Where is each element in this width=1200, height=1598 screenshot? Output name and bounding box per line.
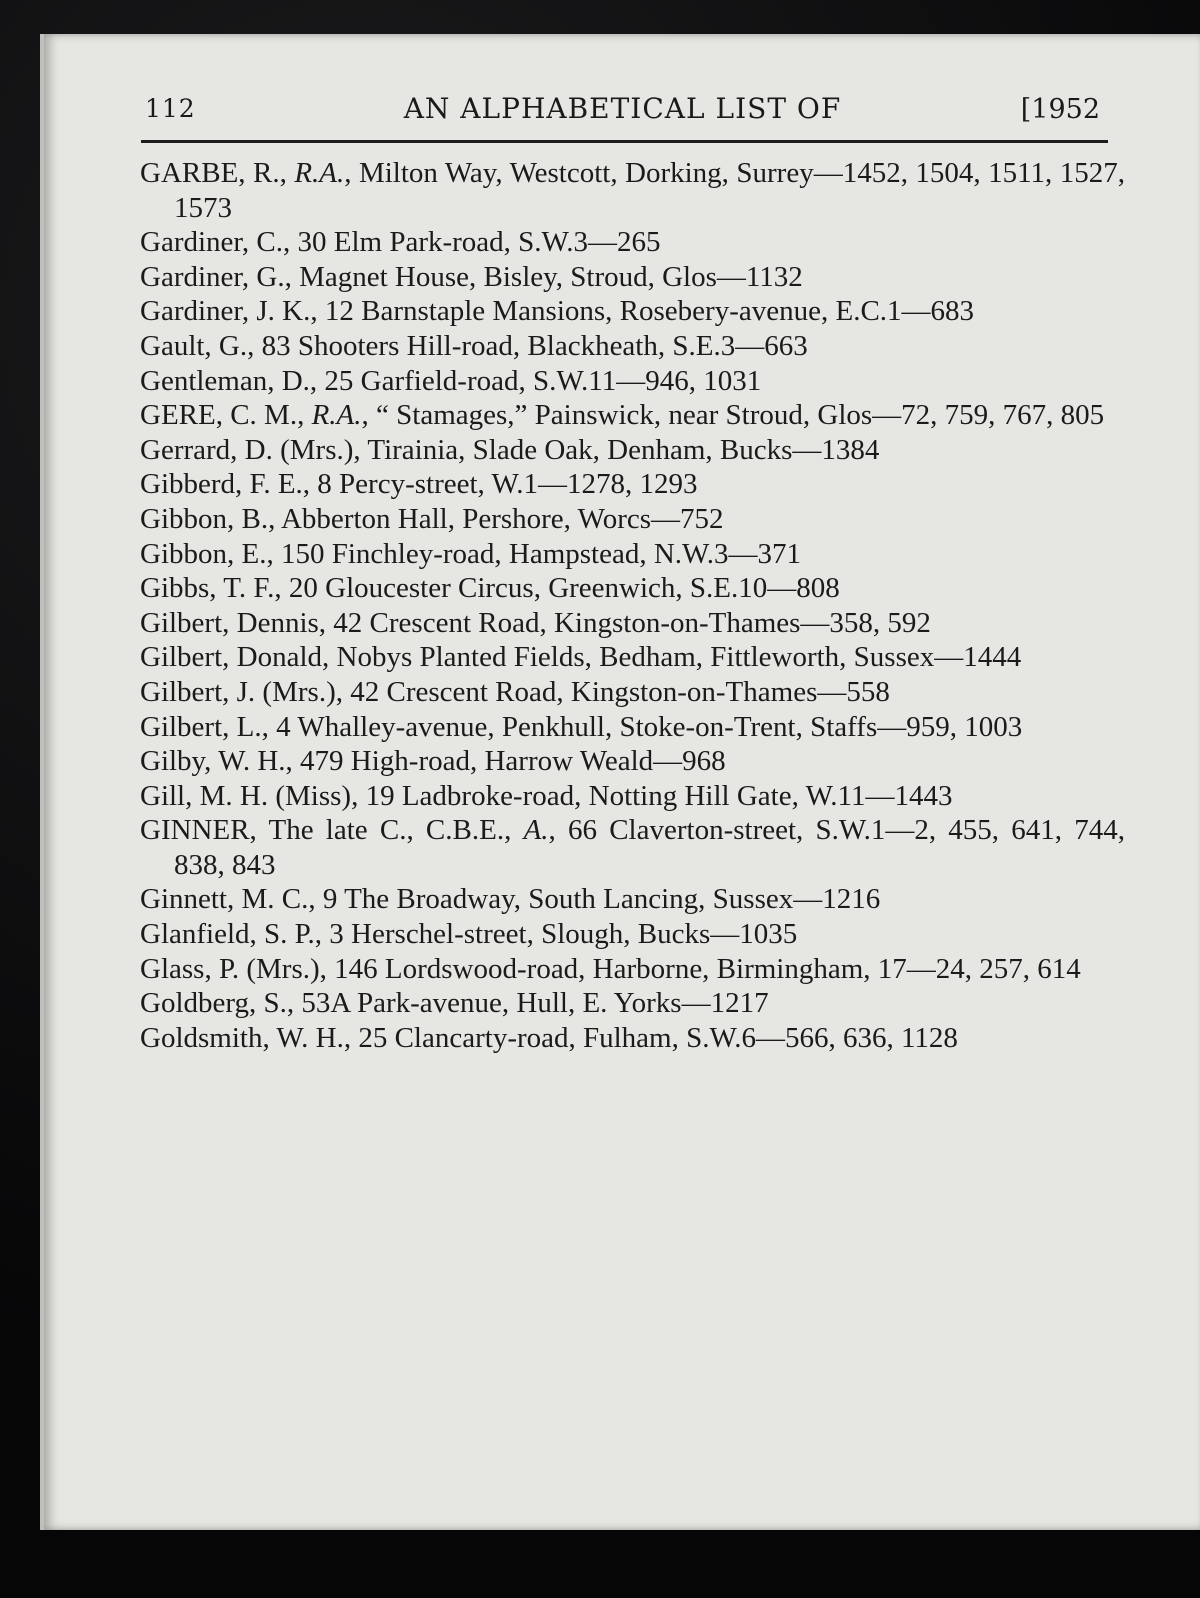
list-item	[140, 710, 1125, 745]
list-item	[140, 640, 1125, 675]
entry-text: Gilby, W. H., 479 High-road, Harrow Weald—968	[140, 745, 726, 778]
entry-text: Gilbert, Donald, Nobys Planted Fields, Bedham, Fittleworth, Sussex—1444	[140, 641, 1022, 674]
entry-text: Gibbon, B., Abberton Hall, Pershore, Worcs—752	[140, 502, 724, 535]
list-item	[140, 571, 1125, 606]
entry-text: Gilbert, J. (Mrs.), 42 Crescent Road, Kingston-on-Thames—558	[140, 675, 890, 708]
list-item	[140, 329, 1125, 364]
entry-text: Gibberd, F. E., 8 Percy-street, W.1—1278, 1293	[140, 468, 698, 501]
entry-text: Gilbert, Dennis, 42 Crescent Road, Kingston-on-Thames—358, 592	[140, 606, 931, 639]
entry-qualifier: R.A.	[311, 399, 362, 432]
list-item	[140, 467, 1125, 502]
list-item	[140, 986, 1125, 1021]
list-item	[140, 917, 1125, 952]
entry-text: Glass, P. (Mrs.), 146 Lordswood-road, Harborne, Birmingham, 17—24, 257, 614	[140, 952, 1081, 985]
entry-text: Gilbert, L., 4 Whalley-avenue, Penkhull, Stoke-on-Trent, Staffs—959, 1003	[140, 710, 1023, 743]
page-number: 112	[145, 94, 196, 123]
year-marker: [1952	[1020, 94, 1100, 125]
entry-text: Gill, M. H. (Miss), 19 Ladbroke-road, Notting Hill Gate, W.11—1443	[140, 779, 953, 812]
header-rule	[141, 140, 1108, 143]
entry-text: Gerrard, D. (Mrs.), Tirainia, Slade Oak, Denham, Bucks—1384	[140, 433, 880, 466]
list-item	[140, 882, 1125, 917]
list-item-garbe	[140, 156, 1125, 225]
entry-text: Gentleman, D., 25 Garfield-road, S.W.11—946, 1031	[140, 364, 762, 397]
entry-text: Gibbon, E., 150 Finchley-road, Hampstead, N.W.3—371	[140, 537, 801, 570]
list-item	[140, 433, 1125, 468]
list-item	[140, 364, 1125, 399]
entry-text: Gardiner, J. K., 12 Barnstaple Mansions, Rosebery-avenue, E.C.1—683	[140, 295, 975, 328]
entry-text: Gibbs, T. F., 20 Gloucester Circus, Greenwich, S.E.10—808	[140, 572, 840, 605]
entry-name: GINNER, The late C., C.B.E.,	[140, 814, 512, 847]
entry-text: Goldberg, S., 53A Park-avenue, Hull, E. Yorks—1217	[140, 987, 769, 1020]
entry-name: GERE, C. M.,	[140, 399, 305, 432]
entry-text: , “ Stamages,” Painswick, near Stroud, Glos—72, 759, 767, 805	[361, 399, 1105, 432]
list-item	[140, 744, 1125, 779]
list-item	[140, 260, 1125, 295]
list-item	[140, 294, 1125, 329]
list-item	[140, 952, 1125, 987]
entry-text: Gardiner, G., Magnet House, Bisley, Stroud, Glos—1132	[140, 260, 803, 293]
list-item	[140, 537, 1125, 572]
entry-text: , Milton Way, Westcott, Dorking, Surrey—1452, 1504, 1511, 1527, 1573	[174, 157, 1126, 224]
entry-name: GARBE, R.,	[140, 157, 287, 189]
list-item-ginner	[140, 813, 1125, 882]
list-item	[140, 606, 1125, 641]
entry-qualifier: R.A.	[294, 157, 345, 189]
entry-text: Gardiner, C., 30 Elm Park-road, S.W.3—265	[140, 226, 661, 259]
list-item	[140, 675, 1125, 710]
running-head	[145, 94, 1100, 134]
list-item	[140, 779, 1125, 814]
list-item	[140, 502, 1125, 537]
entry-text: Goldsmith, W. H., 25 Clancarty-road, Fulham, S.W.6—566, 636, 1128	[140, 1021, 958, 1054]
list-item	[140, 225, 1125, 260]
entry-text: Glanfield, S. P., 3 Herschel-street, Slough, Bucks—1035	[140, 918, 798, 951]
list-item	[140, 1021, 1125, 1056]
list-item-gere	[140, 398, 1125, 433]
entry-text: Ginnett, M. C., 9 The Broadway, South Lancing, Sussex—1216	[140, 883, 881, 916]
page-title: AN ALPHABETICAL LIST OF	[403, 92, 842, 125]
artist-list	[140, 156, 1125, 1055]
entry-text: , 66 Claverton-street, S.W.1—2, 455, 641, 744, 838, 843	[174, 814, 1125, 881]
entry-text: Gault, G., 83 Shooters Hill-road, Blackheath, S.E.3—663	[140, 329, 808, 362]
entry-qualifier: A.	[523, 814, 549, 847]
